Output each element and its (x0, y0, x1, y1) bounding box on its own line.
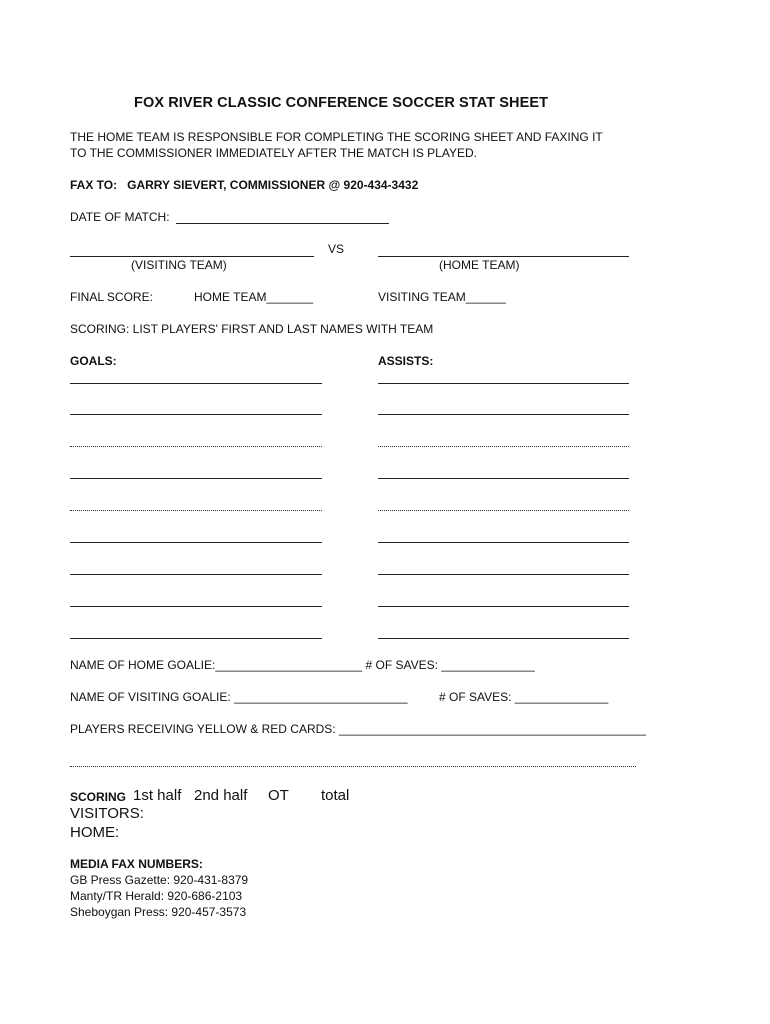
assist-line[interactable] (378, 510, 629, 511)
goal-line[interactable] (70, 510, 322, 511)
assist-line[interactable] (378, 574, 629, 575)
home-team-score-field[interactable]: HOME TEAM_______ (194, 290, 314, 304)
goal-line[interactable] (70, 574, 322, 575)
visitors-row-label: VISITORS: (70, 805, 144, 822)
goal-line[interactable] (70, 446, 322, 447)
ot-header: OT (268, 787, 289, 804)
goal-line[interactable] (70, 414, 322, 415)
goal-line[interactable] (70, 478, 322, 479)
goal-line[interactable] (70, 542, 322, 543)
intro-line-2: TO THE COMMISSIONER IMMEDIATELY AFTER THE MATCH IS PLAYED. (70, 146, 477, 160)
home-team-label: (HOME TEAM) (439, 258, 520, 272)
assist-line[interactable] (378, 542, 629, 543)
first-half-header: 1st half (133, 787, 182, 804)
home-row-label: HOME: (70, 824, 120, 841)
assist-line[interactable] (378, 638, 629, 639)
second-half-header: 2nd half (194, 787, 248, 804)
media-fax-entry: Manty/TR Herald: 920-686-2103 (70, 889, 243, 903)
media-fax-entry: GB Press Gazette: 920-431-8379 (70, 873, 249, 887)
assist-line[interactable] (378, 383, 629, 384)
scoring-instructions: SCORING: LIST PLAYERS' FIRST AND LAST NAMES WITH TEAM (70, 322, 434, 336)
goal-line[interactable] (70, 638, 322, 639)
date-label: DATE OF MATCH: (70, 210, 170, 224)
fax-to-line: FAX TO: GARRY SIEVERT, COMMISSIONER @ 920-434-3432 (70, 178, 419, 192)
assists-heading: ASSISTS: (378, 354, 434, 368)
visiting-team-label: (VISITING TEAM) (131, 258, 227, 272)
vs-label: VS (328, 242, 345, 256)
media-fax-entry: Sheboygan Press: 920-457-3573 (70, 905, 247, 919)
home-team-field-line[interactable] (378, 256, 629, 257)
final-score-label: FINAL SCORE: (70, 290, 153, 304)
goal-line[interactable] (70, 383, 322, 384)
intro-line-1: THE HOME TEAM IS RESPONSIBLE FOR COMPLETING THE SCORING SHEET AND FAXING IT (70, 130, 603, 144)
goal-line[interactable] (70, 606, 322, 607)
page-title: FOX RIVER CLASSIC CONFERENCE SOCCER STAT SHEET (134, 95, 549, 111)
assist-line[interactable] (378, 446, 629, 447)
visiting-goalie-line[interactable]: NAME OF VISITING GOALIE: __________________________ (70, 690, 408, 704)
scoring-label: SCORING (70, 790, 127, 804)
total-header: total (321, 787, 350, 804)
assist-line[interactable] (378, 606, 629, 607)
assist-line[interactable] (378, 478, 629, 479)
cards-line[interactable]: PLAYERS RECEIVING YELLOW & RED CARDS: ______________________________________________ (70, 722, 646, 736)
media-fax-heading: MEDIA FAX NUMBERS: (70, 857, 203, 871)
assist-line[interactable] (378, 414, 629, 415)
home-goalie-line[interactable]: NAME OF HOME GOALIE:______________________ # OF SAVES: ______________ (70, 658, 535, 672)
visiting-team-field-line[interactable] (70, 256, 314, 257)
visiting-saves-field[interactable]: # OF SAVES: ______________ (439, 690, 609, 704)
goals-heading: GOALS: (70, 354, 117, 368)
visiting-team-score-field[interactable]: VISITING TEAM______ (378, 290, 506, 304)
cards-continuation-line[interactable] (70, 766, 636, 767)
date-field-line[interactable] (176, 223, 389, 224)
